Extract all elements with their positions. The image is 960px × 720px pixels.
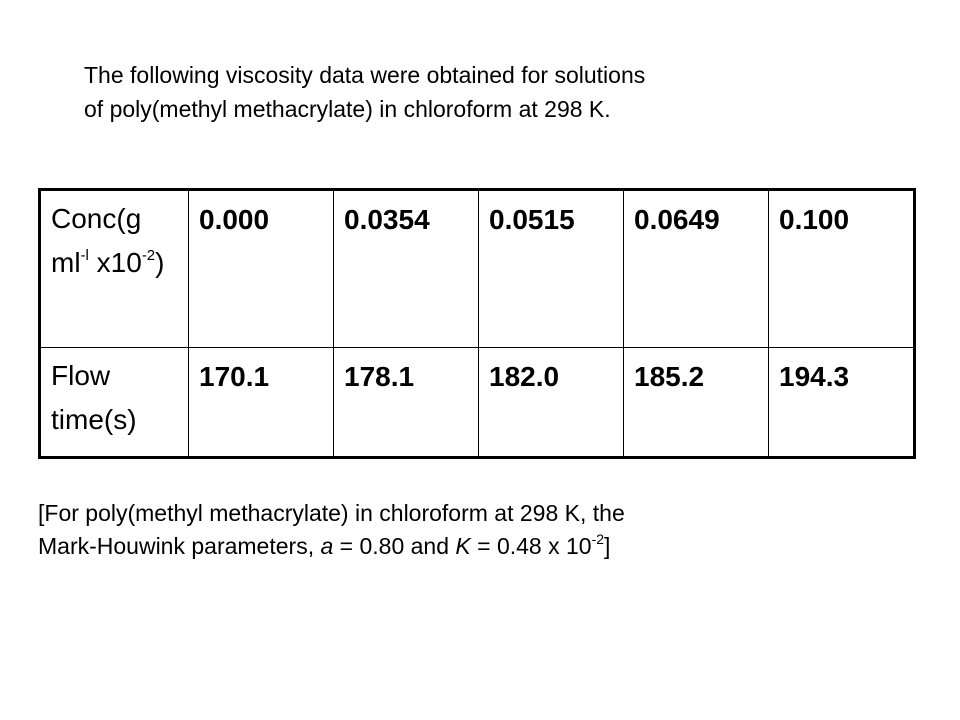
conc-header-text: Conc(g ml [51, 203, 142, 278]
a-value: = 0.80 and [333, 533, 456, 559]
concentration-header-cell [40, 190, 189, 348]
conc-header-sup-2: -2 [141, 247, 156, 264]
intro-line-2: of poly(methyl methacrylate) in chloroform at 298 K. [84, 96, 611, 122]
flow-time-cell: 185.2 [624, 348, 769, 458]
table-row-concentration [40, 190, 915, 348]
k-value: = 0.48 x 10 [470, 533, 592, 559]
concentration-cell: 0.0515 [479, 190, 624, 348]
note-line-1: [For poly(methyl methacrylate) in chloroform at 298 K, the [38, 500, 625, 526]
flow-time-cell: 194.3 [769, 348, 915, 458]
mark-houwink-note [38, 497, 918, 563]
intro-text [84, 58, 884, 126]
a-symbol: a [320, 533, 334, 559]
note-line-2-prefix: Mark-Houwink parameters, [38, 533, 321, 559]
conc-header-sup-1: -l [80, 247, 89, 264]
k-symbol: K [455, 533, 471, 559]
intro-line-1: The following viscosity data were obtained for solutions [84, 62, 646, 88]
flow-time-header-cell: Flow time(s) [40, 348, 189, 458]
concentration-cell: 0.000 [189, 190, 334, 348]
flow-time-cell: 170.1 [189, 348, 334, 458]
table-row-flow-time [40, 348, 915, 458]
conc-header-text-3: ) [155, 247, 165, 278]
concentration-cell: 0.100 [769, 190, 915, 348]
viscosity-data-table [38, 188, 916, 459]
concentration-cell: 0.0649 [624, 190, 769, 348]
flow-time-cell: 182.0 [479, 348, 624, 458]
note-line-2-suffix: ] [604, 533, 611, 559]
conc-header-text-2: x10 [88, 247, 142, 278]
k-exponent: -2 [591, 531, 605, 547]
flow-time-cell: 178.1 [334, 348, 479, 458]
concentration-cell: 0.0354 [334, 190, 479, 348]
note-line-2 [38, 530, 918, 563]
